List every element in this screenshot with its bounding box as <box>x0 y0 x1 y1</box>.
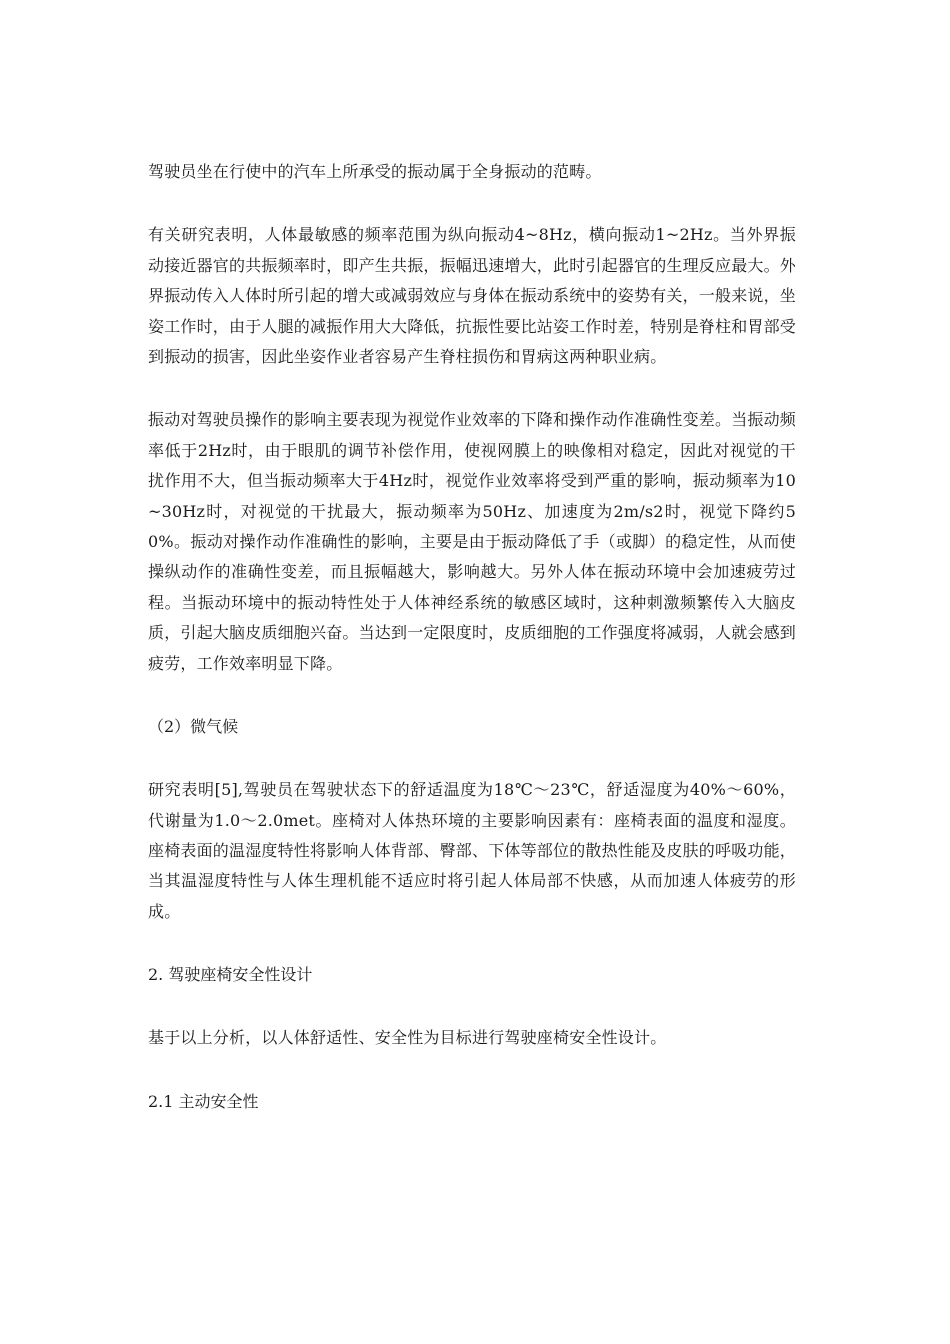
paragraph-vibration-category: 驾驶员坐在行使中的汽车上所承受的振动属于全身振动的范畴。 <box>148 162 602 181</box>
subheading-microclimate: （2）微气候 <box>148 717 239 737</box>
heading-seat-safety-design: 2. 驾驶座椅安全性设计 <box>148 965 313 985</box>
document-body <box>148 157 796 1117</box>
paragraph-sensitive-frequency: 有关研究表明，人体最敏感的频率范围为纵向振动4~8Hz，横向振动1~2Hz。当外界振动接近器官的共振频率时，即产生共振，振幅迅速增大，此时引起器官的生理反应最大。外界振动传入人体时所引起的增大或减弱效应与身体在振动系统中的姿势有关，一般来说，坐姿工作时，由于人腿的减振作用大大降低，抗振性要比站姿工作时差，特别是脊柱和胃部受到振动的损害，因此坐姿作业者容易产生脊柱损伤和胃病这两种职业病。 <box>148 225 797 367</box>
paragraph-design-goal: 基于以上分析，以人体舒适性、安全性为目标进行驾驶座椅安全性设计。 <box>148 1028 667 1048</box>
paragraph-comfort-temperature: 研究表明[5],驾驶员在驾驶状态下的舒适温度为18℃～23℃，舒适湿度为40%～60%，代谢量为1.0～2.0met。座椅对人体热环境的主要影响因素有：座椅表面的温度和湿度。座椅表面的温湿度特性将影响人体背部、臀部、下体等部位的散热性能及皮肤的呼吸功能，当其温湿度特性与人体生理机能不适应时将引起人体局部不快感，从而加速人体疲劳的形成。 <box>148 780 797 921</box>
heading-active-safety: 2.1 主动安全性 <box>148 1091 259 1111</box>
paragraph-vibration-operation: 振动对驾驶员操作的影响主要表现为视觉作业效率的下降和操作动作准确性变差。当振动频率低于2Hz时，由于眼肌的调节补偿作用，使视网膜上的映像相对稳定，因此对视觉的干扰作用不大，但当振动频率大于4Hz时，视觉作业效率将受到严重的影响，振动频率为10~30Hz时，对视觉的干扰最大，振动频率为50Hz、加速度为2m/s2时，视觉下降约50%。振动对操作动作准确性的影响，主要是由于振动降低了手（或脚）的稳定性，从而使操纵动作的准确性变差，而且振幅越大，影响越大。另外人体在振动环境中会加速疲劳过程。当振动环境中的振动特性处于人体神经系统的敏感区域时，这种刺激频繁传入大脑皮质，引起大脑皮质细胞兴奋。当达到一定限度时，皮质细胞的工作强度将减弱，人就会感到疲劳，工作效率明显下降。 <box>148 410 797 673</box>
